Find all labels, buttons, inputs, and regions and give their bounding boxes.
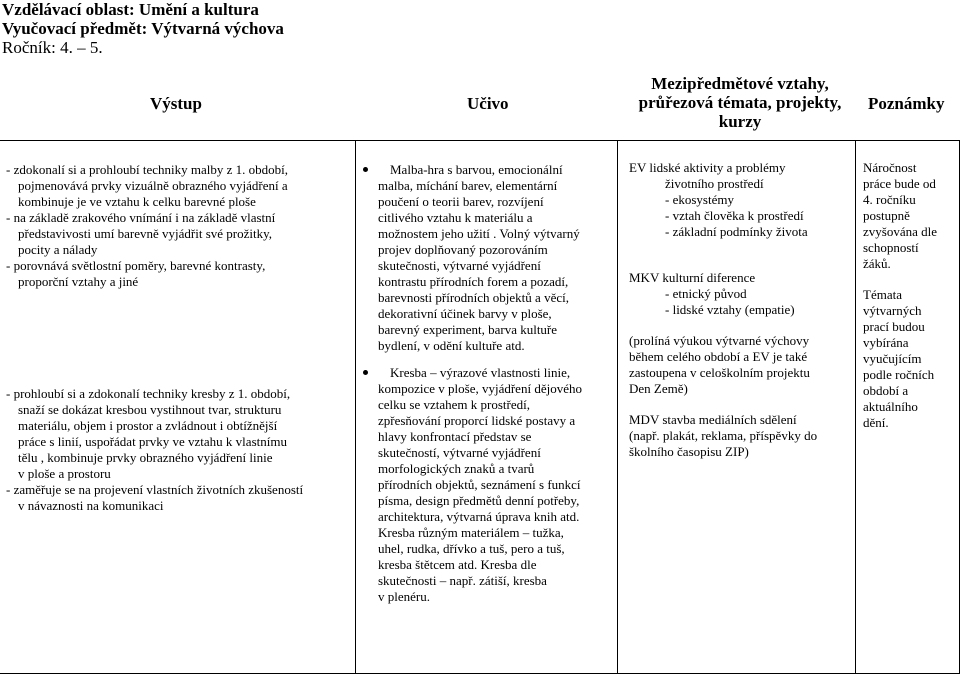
ucivo-line: písma, design předmětů denní potřeby,	[378, 493, 580, 508]
mezi-line: - ekosystémy	[665, 192, 734, 207]
column-divider-3	[855, 140, 856, 674]
mezi-line: (např. plakát, reklama, příspěvky do	[629, 428, 818, 443]
table-top-border	[0, 140, 960, 141]
poznamky-line: práce bude od	[863, 176, 936, 191]
column-header-ucivo: Učivo	[467, 94, 509, 113]
mezi-line: Den Země)	[629, 381, 688, 396]
vystup-line: snaží se dokázat kresbou vystihnout tvar, strukturu	[18, 402, 282, 417]
column-header-poznamky: Poznámky	[868, 94, 945, 113]
ucivo-line: barevnosti přírodních objektů a věcí,	[378, 290, 569, 305]
vystup-line: - zdokonalí si a prohloubí techniky malby z 1. období,	[6, 162, 288, 177]
mezi-line: - lidské vztahy (empatie)	[665, 302, 795, 317]
bullet-icon	[363, 167, 368, 172]
ucivo-line: bydlení, v odění kultuře atd.	[378, 338, 525, 353]
mezi-cell	[629, 160, 853, 460]
ucivo-line: kontrastu přírodních forem a pozadí,	[378, 274, 569, 289]
vystup-line: v ploše a prostoru	[18, 466, 111, 481]
mezi-line: MDV stavba mediálních sdělení	[629, 412, 797, 427]
mezi-line: životního prostředí	[665, 176, 764, 191]
poznamky-line: Témata	[863, 287, 902, 302]
poznamky-line: zvyšována dle	[863, 224, 938, 239]
mezi-line: - vztah člověka k prostředí	[665, 208, 804, 223]
ucivo-line: skutečnosti, výtvarné vyjádření	[378, 258, 541, 273]
vystup-line: - porovnává světlostní poměry, barevné kontrasty,	[6, 258, 266, 273]
poznamky-line: 4. ročníku	[863, 192, 916, 207]
mezi-line: - základní podmínky života	[665, 224, 808, 239]
ucivo-line: celku se vztahem k prostředí,	[378, 397, 530, 412]
vystup-line: - na základě zrakového vnímání i na základě vlastní	[6, 210, 276, 225]
poznamky-line: období a	[863, 383, 909, 398]
column-header-mezi-line3: kurzy	[718, 112, 762, 131]
vystup-line: - zaměřuje se na projevení vlastních životních zkušeností	[6, 482, 304, 497]
ucivo-line: malba, míchání barev, elementární	[378, 178, 558, 193]
ucivo-line: možnostem jeho užití . Volný výtvarný	[378, 226, 580, 241]
document-header	[2, 0, 284, 57]
vystup-line: tělu , kombinuje prvky obrazného vyjádření linie	[18, 450, 273, 465]
ucivo-cell-kresba	[378, 365, 614, 605]
poznamky-cell	[863, 160, 958, 431]
poznamky-line: aktuálního	[863, 399, 918, 414]
vystup-cell-kresba	[6, 386, 351, 514]
poznamky-line: vyučujícím	[863, 351, 922, 366]
poznamky-line: postupně	[863, 208, 910, 223]
ucivo-line: Malba-hra s barvou, emocionální	[390, 162, 563, 177]
ucivo-line: Kresba – výrazové vlastnosti linie,	[390, 365, 571, 380]
subject-area: Vzdělávací oblast: Umění a kultura	[2, 0, 259, 19]
ucivo-line: barevný experiment, barva kultuře	[378, 322, 558, 337]
vystup-line: kombinuje je ve vztahu k celku barevné ploše	[18, 194, 256, 209]
column-divider-1	[355, 140, 356, 674]
bullet-icon	[363, 370, 368, 375]
ucivo-line: citlivého vztahu k materiálu a	[378, 210, 533, 225]
ucivo-line: přírodních objektů, seznámení s funkcí	[378, 477, 581, 492]
grade: Ročník: 4. – 5.	[2, 38, 103, 57]
ucivo-line: v plenéru.	[378, 589, 430, 604]
vystup-line: proporční vztahy a jiné	[18, 274, 139, 289]
ucivo-line: kresba štětcem atd. Kresba dle	[378, 557, 537, 572]
ucivo-cell	[378, 162, 614, 354]
mezi-line: - etnický původ	[665, 286, 747, 301]
column-header-mezipredmetove	[620, 74, 860, 131]
poznamky-line: žáků.	[863, 256, 891, 271]
vystup-line: pojmenovává prvky vizuálně obrazného vyjádření a	[18, 178, 288, 193]
ucivo-line: architektura, výtvarná úprava knih atd.	[378, 509, 580, 524]
poznamky-line: vybírána	[863, 335, 909, 350]
table-bottom-border	[0, 673, 960, 674]
poznamky-line: schopností	[863, 240, 919, 255]
poznamky-line: výtvarných	[863, 303, 922, 318]
poznamky-line: dění.	[863, 415, 889, 430]
ucivo-line: uhel, rudka, dřívko a tuš, pero a tuš,	[378, 541, 565, 556]
mezi-line: MKV kulturní diference	[629, 270, 756, 285]
poznamky-line: podle ročních	[863, 367, 935, 382]
mezi-line: (prolíná výukou výtvarné výchovy	[629, 333, 810, 348]
ucivo-line: morfologických znaků a tvarů	[378, 461, 535, 476]
mezi-line: během celého období a EV je také	[629, 349, 808, 364]
vystup-line: práce s linií, uspořádat prvky ve vztahu k vlastnímu	[18, 434, 287, 449]
column-header-vystup: Výstup	[150, 94, 202, 113]
ucivo-line: projev doplňovaný pozorováním	[378, 242, 548, 257]
ucivo-line: hlavy konfrontací představ se	[378, 429, 532, 444]
vystup-line: pocity a nálady	[18, 242, 98, 257]
mezi-line: zastoupena v celoškolním projektu	[629, 365, 810, 380]
vystup-line: v návaznosti na komunikaci	[18, 498, 164, 513]
mezi-line: EV lidské aktivity a problémy	[629, 160, 786, 175]
ucivo-line: dekorativní účinek barvy v ploše,	[378, 306, 552, 321]
poznamky-line: prací budou	[863, 319, 925, 334]
ucivo-line: poučení o teorii barev, rozvíjení	[378, 194, 544, 209]
mezi-line: školního časopisu ZIP)	[629, 444, 749, 459]
column-divider-2	[617, 140, 618, 674]
subject-name: Vyučovací předmět: Výtvarná výchova	[2, 19, 284, 38]
column-header-mezi-line1: Mezipředmětové vztahy,	[651, 74, 829, 93]
ucivo-line: zpřesňování proporcí lidské postavy a	[378, 413, 576, 428]
vystup-line: materiálu, objem i prostor a zvládnout i obtížnější	[18, 418, 278, 433]
poznamky-line: Náročnost	[863, 160, 917, 175]
vystup-cell	[6, 162, 351, 290]
vystup-line: - prohloubí si a zdokonalí techniky kresby z 1. období,	[6, 386, 291, 401]
column-header-mezi-line2: průřezová témata, projekty,	[638, 93, 842, 112]
ucivo-line: Kresba různým materiálem – tužka,	[378, 525, 564, 540]
ucivo-line: skutečnosti – např. zátiší, kresba	[378, 573, 547, 588]
ucivo-line: skutečností, výtvarné vyjádření	[378, 445, 541, 460]
vystup-line: představivosti umí barevně vyjádřit své prožitky,	[18, 226, 273, 241]
ucivo-line: kompozice v ploše, vyjádření dějového	[378, 381, 582, 396]
